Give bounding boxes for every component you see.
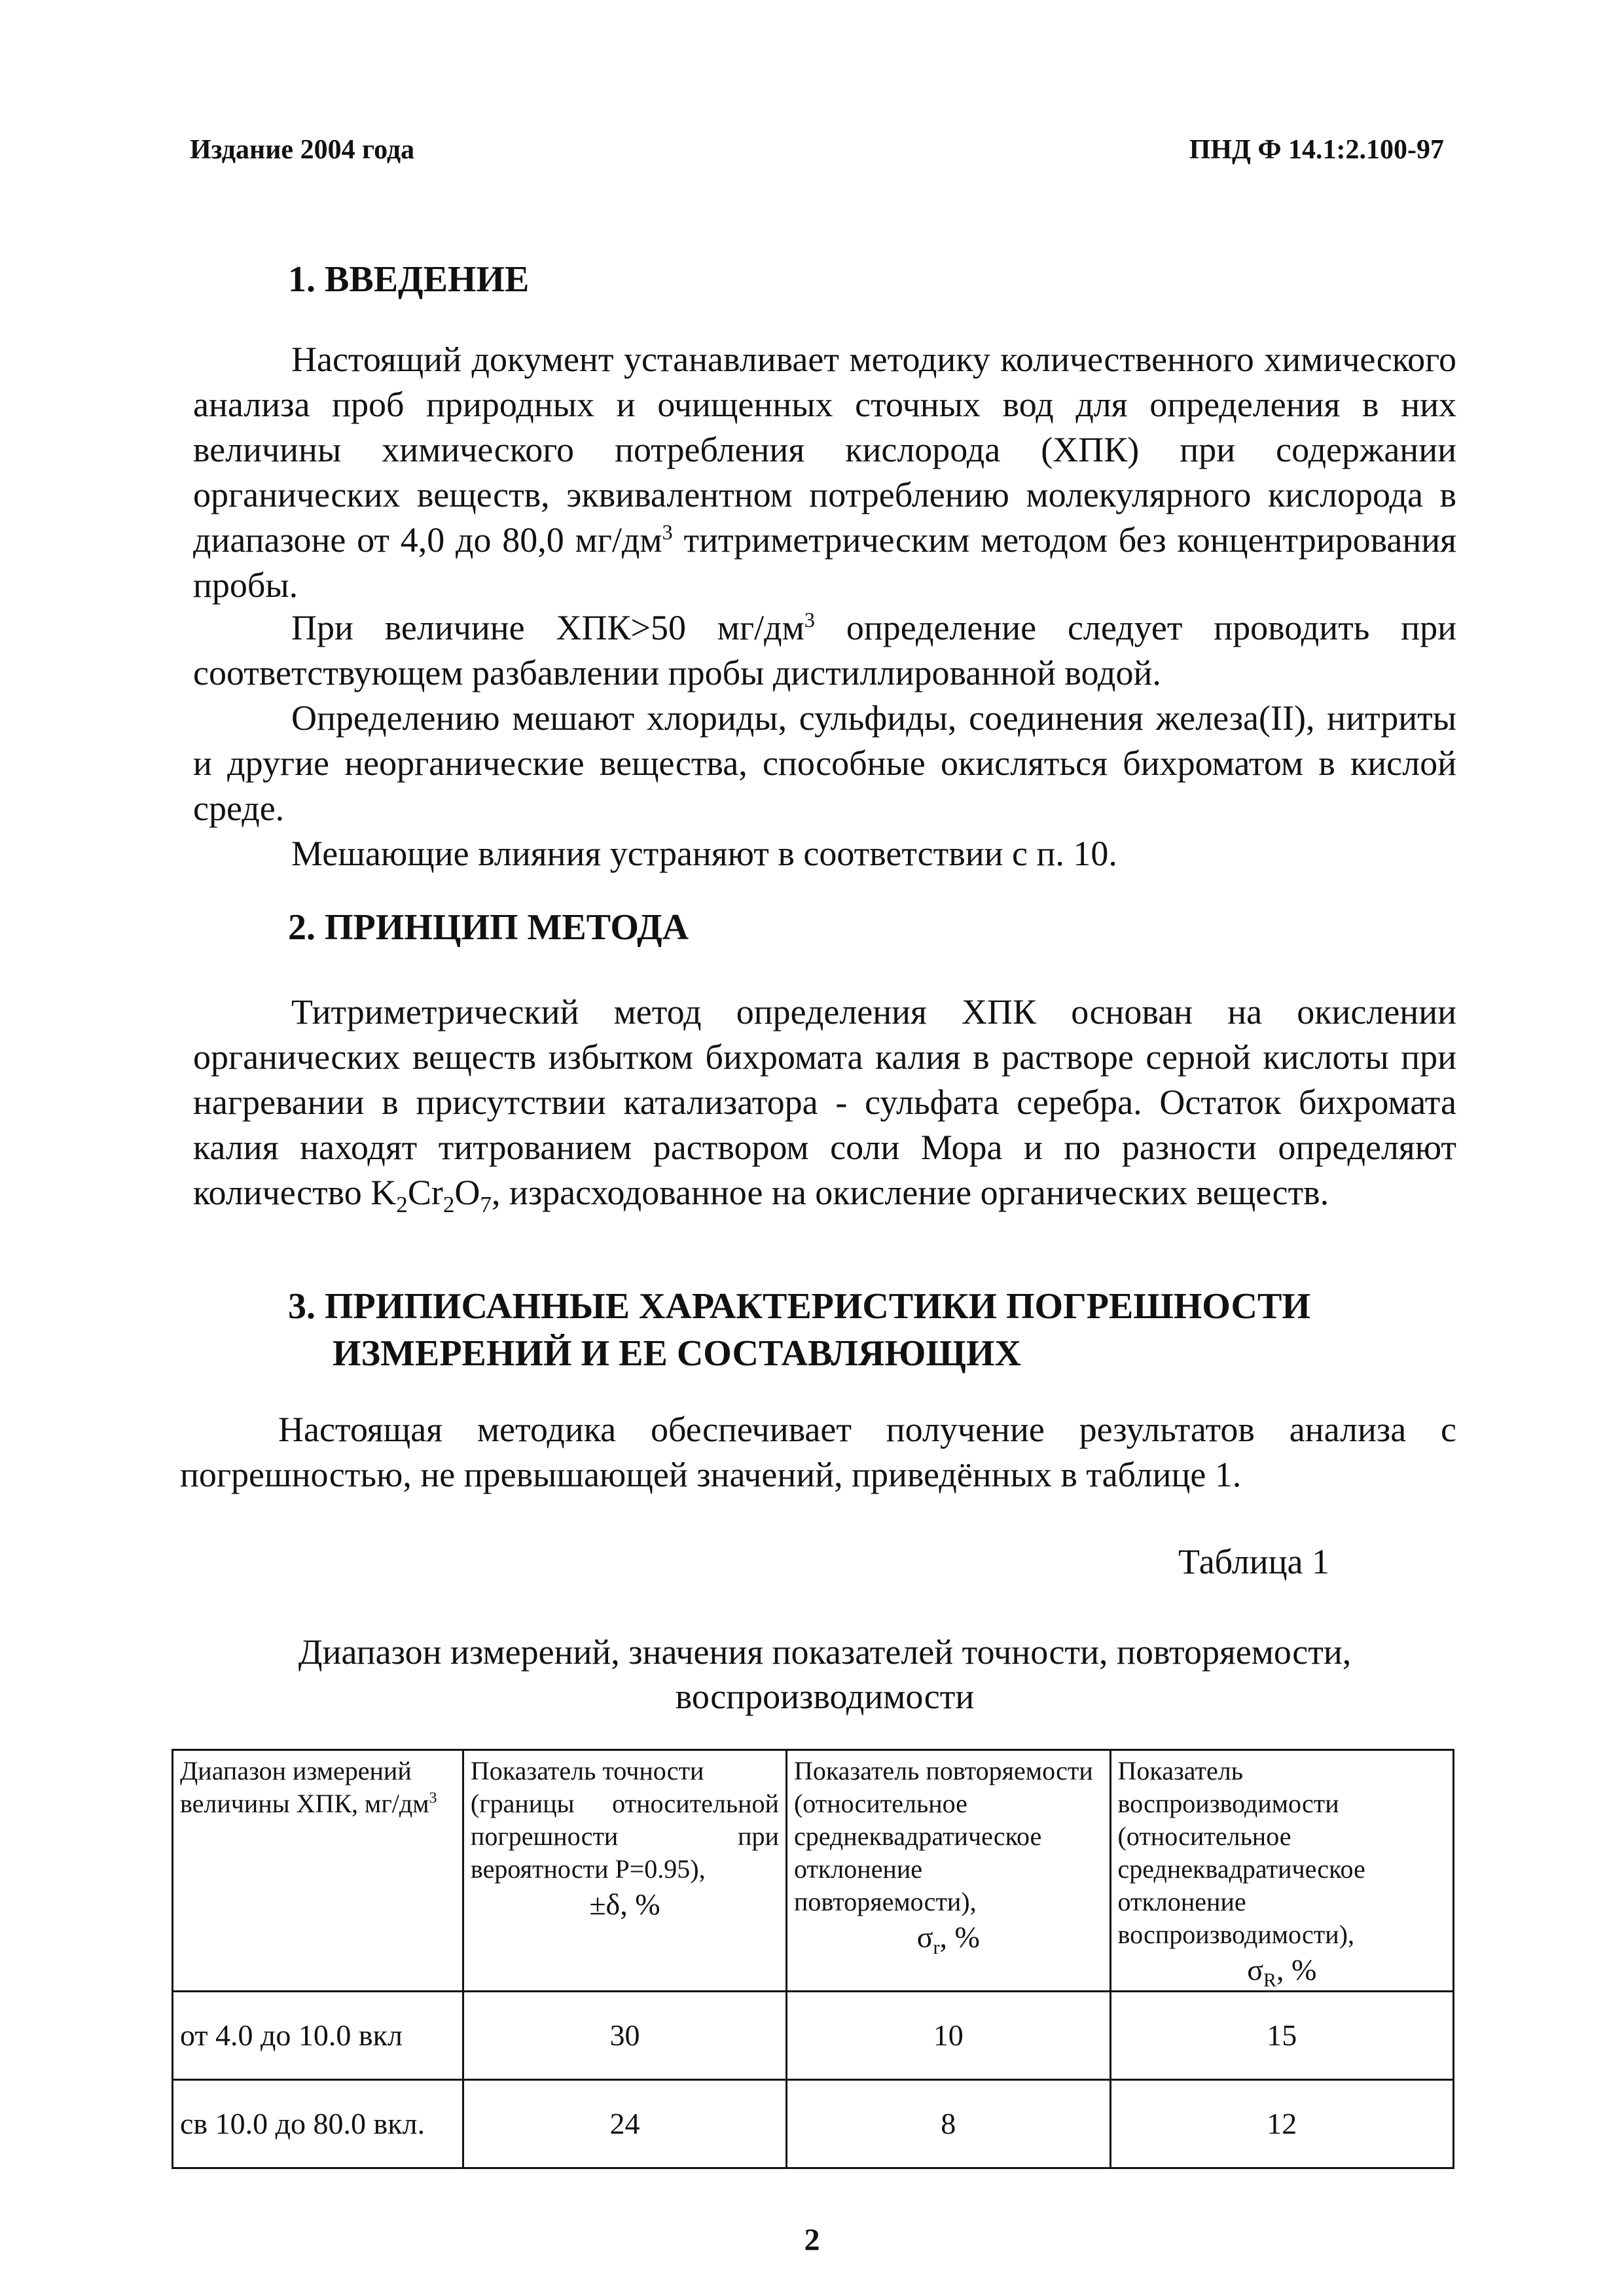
header-repeatability: Показатель повторяемости (относительное среднеквадратическое отклонение повторяемости), $\sigma_r$, %: [786, 1750, 1110, 1992]
cell-sigma-R: 12: [1110, 2080, 1453, 2168]
cell-sigma-r: 10: [786, 1992, 1110, 2080]
section-2-paragraph-1: Титриметрический метод определения ХПК основан на окислении органических веществ избытком бихромата калия в растворе серной кислоты при нагревании в присутствии катализатора - сульфата серебра. Остаток бихромата калия находят титрованием раствором соли Мора и по разности определяют количество $K_2Cr_2O_7$, израсходованное на окисление органических веществ.: [193, 992, 1456, 1217]
header-accuracy: Показатель точности (границы относительной погрешности при вероятности Р=0.95), ±δ, %: [463, 1750, 786, 1992]
table-caption-line-1: Диапазон измерений, значения показателей точности, повторяемости,: [298, 1632, 1352, 1672]
section-2-title: 2. ПРИНЦИП МЕТОДА: [288, 907, 689, 948]
section-1-title: 1. ВВЕДЕНИЕ: [288, 259, 530, 300]
section-1-paragraph-1: Настоящий документ устанавливает методику количественного химического анализа проб природных и очищенных сточных вод для определения в них величины химического потребления кислорода (ХПК) при содержании органических веществ, эквивалентном потреблению молекулярного кислорода в диапазоне от 4,0 до 80,0 $мг/дм^3$ титриметрическим методом без концентрирования пробы.: [193, 340, 1456, 605]
section-3-title-line-2: ИЗМЕРЕНИЙ И ЕЕ СОСТАВЛЯЮЩИХ: [333, 1333, 1021, 1374]
section-1-paragraph-3: Определению мешают хлориды, сульфиды, соединения железа(II), нитриты и другие неорганические вещества, способные окисляться бихроматом в кислой среде.: [193, 698, 1456, 828]
cell-range: от 4.0 до 10.0 вкл: [173, 1992, 463, 2080]
header-edition: Издание 2004 года: [190, 135, 415, 165]
header-reproducibility: Показатель воспроизводимости (относительное среднеквадратическое отклонение воспроизводимости), $\sigma_R$, %: [1110, 1750, 1453, 1992]
header-range: Диапазон измерений величины ХПК, $мг/дм^3$: [173, 1750, 463, 1992]
section-1-paragraph-2: При величине ХПК>50 $мг/дм^3$ определение следует проводить при соответствующем разбавлении пробы дистиллированной водой.: [193, 608, 1456, 692]
table-caption: [183, 1630, 1466, 1719]
accuracy-table: [171, 1749, 1454, 2169]
table-header-row: [173, 1750, 1454, 1992]
section-3-paragraph-1: Настоящая методика обеспечивает получение результатов анализа с погрешностью, не превышающей значений, приведённых в таблице 1.: [180, 1410, 1456, 1494]
page-number: 2: [804, 2223, 820, 2257]
cell-range: св 10.0 до 80.0 вкл.: [173, 2080, 463, 2168]
table-number: Таблица 1: [1178, 1542, 1329, 1581]
cell-delta: 30: [463, 1992, 786, 2080]
cell-sigma-r: 8: [786, 2080, 1110, 2168]
table-row: [173, 2080, 1454, 2168]
cell-delta: 24: [463, 2080, 786, 2168]
table-row: [173, 1992, 1454, 2080]
header-doc-code: ПНД Ф 14.1:2.100-97: [1189, 135, 1444, 165]
section-3-title-line-1: 3. ПРИПИСАННЫЕ ХАРАКТЕРИСТИКИ ПОГРЕШНОСТИ: [288, 1286, 1310, 1327]
section-3-title: [288, 1283, 1310, 1377]
table-caption-line-2: воспроизводимости: [675, 1677, 975, 1716]
cell-sigma-R: 15: [1110, 1992, 1453, 2080]
section-1-paragraph-4: Мешающие влияния устраняют в соответствии с п. 10.: [291, 834, 1117, 873]
